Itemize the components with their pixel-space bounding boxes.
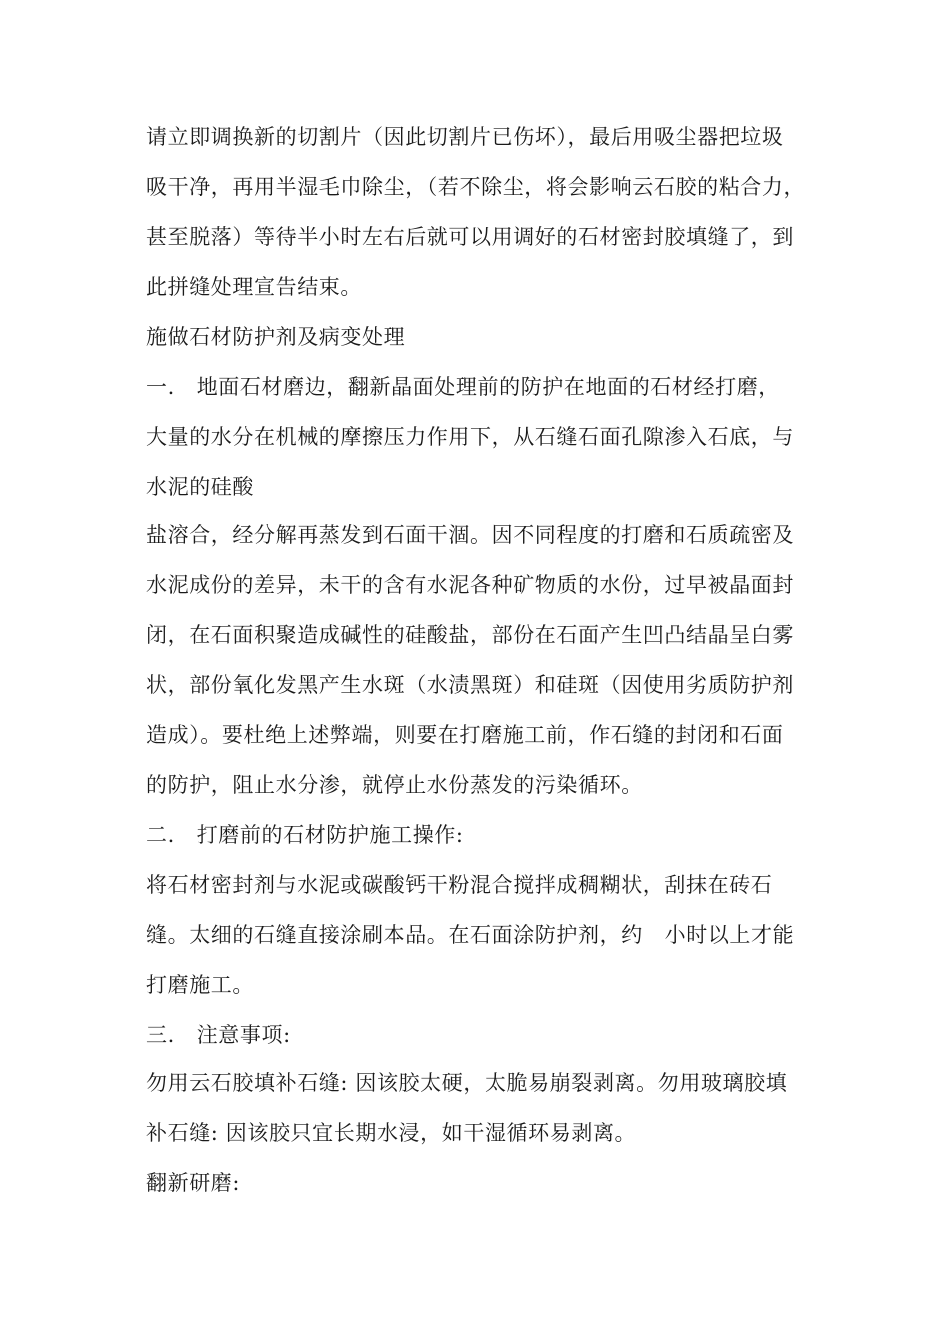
text-line: 请立即调换新的切割片（因此切割片已伤坏），最后用吸尘器把垃圾 (146, 125, 784, 149)
text-line: 甚至脱落）等待半小时左右后就可以用调好的石材密封胶填缝了，到 (146, 225, 794, 249)
text-line: 水泥的硅酸 (146, 475, 254, 499)
text-line: 补石缝: 因该胶只宜长期水浸，如干湿循环易剥离。 (146, 1121, 637, 1145)
text-line: 三. 注意事项: (146, 1023, 291, 1047)
text-line: 二. 打磨前的石材防护施工操作: (146, 823, 464, 847)
section-heading: 施做石材防护剂及病变处理 (146, 325, 406, 349)
text-line: 此拼缝处理宣告结束。 (146, 275, 362, 299)
text-line: 大量的水分在机械的摩擦压力作用下，从石缝石面孔隙渗入石底，与 (146, 425, 794, 449)
text-line: 的防护，阻止水分渗，就停止水份蒸发的污染循环。 (146, 773, 643, 797)
text-line: 将石材密封剂与水泥或碳酸钙干粉混合搅拌成稠糊状，刮抹在砖石 (146, 873, 773, 897)
text-line: 水泥成份的差异，未干的含有水泥各种矿物质的水份，过早被晶面封 (146, 573, 794, 597)
text-line: 状，部份氧化发黑产生水斑（水渍黑斑）和硅斑（因使用劣质防护剂 (146, 673, 794, 697)
text-line: 缝。太细的石缝直接涂刷本品。在石面涂防护剂，约 小时以上才能 (146, 923, 795, 947)
text-line: 打磨施工。 (146, 973, 254, 997)
text-line: 翻新研磨: (146, 1171, 241, 1195)
text-line: 吸干净，再用半湿毛巾除尘，（若不除尘，将会影响云石胶的粘合力， (146, 175, 806, 199)
text-line: 一. 地面石材磨边，翻新晶面处理前的防护在地面的石材经打磨， (146, 375, 780, 399)
text-line: 勿用云石胶填补石缝: 因该胶太硬，太脆易崩裂剥离。勿用玻璃胶填 (146, 1071, 788, 1095)
text-line: 闭，在石面积聚造成碱性的硅酸盐，部份在石面产生凹凸结晶呈白雾 (146, 623, 794, 647)
text-line: 造成）。要杜绝上述弊端，则要在打磨施工前，作石缝的封闭和石面 (146, 723, 784, 747)
text-line: 盐溶合，经分解再蒸发到石面干涸。因不同程度的打磨和石质疏密及 (146, 523, 794, 547)
